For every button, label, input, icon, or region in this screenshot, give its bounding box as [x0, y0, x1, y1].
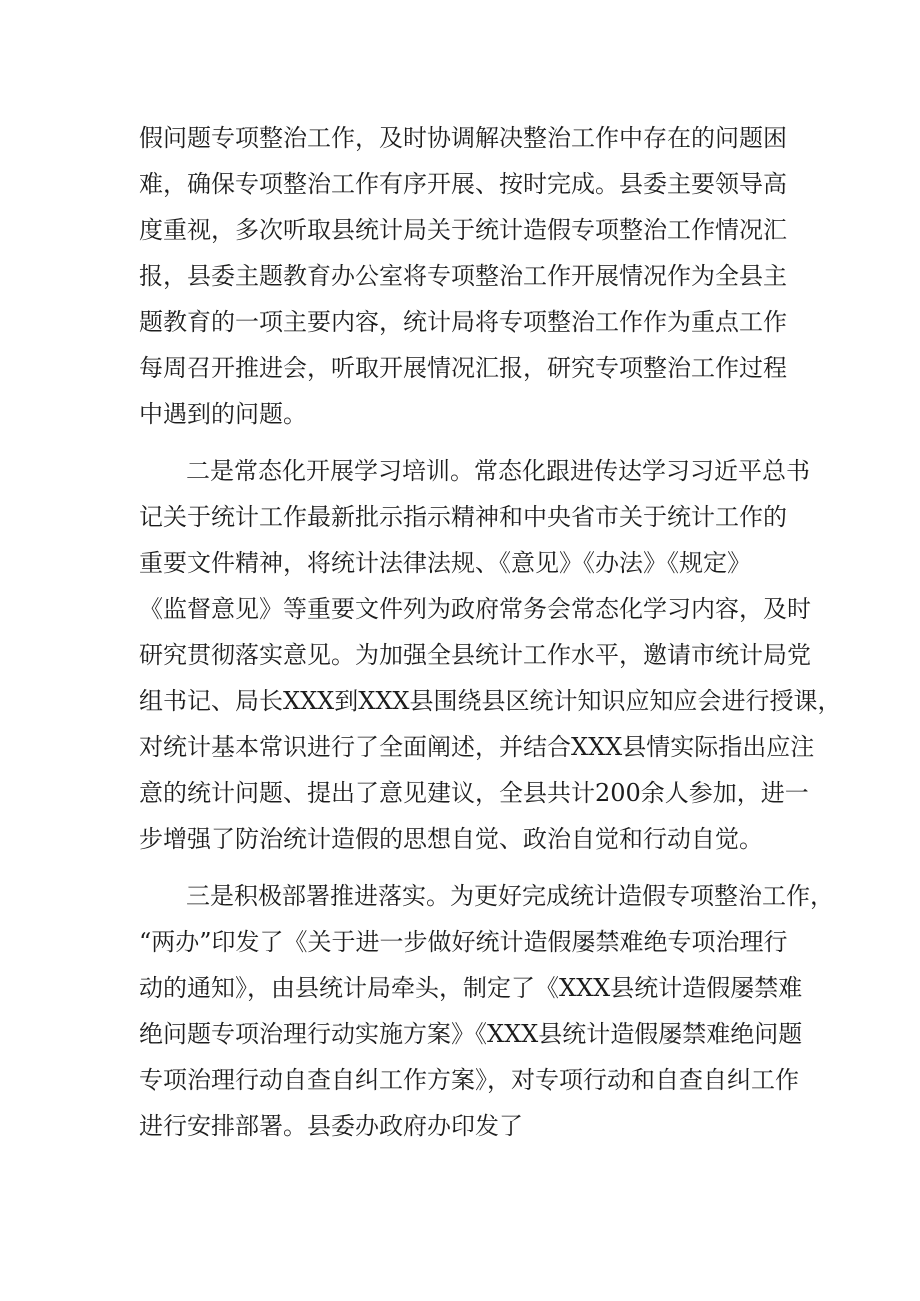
text-line-15: 意的统计问题、提出了意见建议，全县共计200余人参加，进一	[139, 779, 809, 807]
text-line-20: 绝问题专项治理行动实施方案》《XXX县统计造假屡禁难绝问题	[139, 1020, 803, 1048]
text-line-9: 记关于统计工作最新批示指示精神和中央省市关于统计工作的	[139, 503, 787, 531]
text-line-6: 每周召开推进会，听取开展情况汇报，研究专项整治工作过程	[139, 354, 787, 382]
text-line-22: 进行安排部署。县委办政府办印发了	[139, 1112, 523, 1140]
text-line-2: 难，确保专项整治工作有序开展、按时完成。县委主要领导高	[139, 170, 787, 198]
text-line-17: 三是积极部署推进落实。为更好完成统计造假专项整治工作，	[186, 882, 834, 910]
text-line-3: 度重视，多次听取县统计局关于统计造假专项整治工作情况汇	[139, 216, 787, 244]
text-line-11: 《监督意见》等重要文件列为政府常务会常态化学习内容，及时	[139, 595, 811, 623]
text-line-7: 中遇到的问题。	[139, 400, 307, 428]
text-line-5: 题教育的一项主要内容，统计局将专项整治工作作为重点工作	[139, 308, 787, 336]
text-line-18: “两办”印发了《关于进一步做好统计造假屡禁难绝专项治理行	[139, 928, 788, 956]
text-line-14: 对统计基本常识进行了全面阐述，并结合XXX县情实际指出应注	[139, 733, 815, 761]
text-line-10: 重要文件精神，将统计法律法规、《意见》《办法》《规定》	[139, 549, 751, 577]
text-line-16: 步增强了防治统计造假的思想自觉、政治自觉和行动自觉。	[139, 825, 763, 853]
text-line-21: 专项治理行动自查自纠工作方案》，对专项行动和自查自纠工作	[139, 1066, 799, 1094]
text-line-13: 组书记、局长XXX到XXX县围绕县区统计知识应知应会进行授课，	[139, 687, 842, 715]
text-line-4: 报，县委主题教育办公室将专项整治工作开展情况作为全县主	[139, 262, 787, 290]
text-line-19: 动的通知》，由县统计局牵头，制定了《XXX县统计造假屡禁难	[139, 974, 803, 1002]
text-line-12: 研究贯彻落实意见。为加强全县统计工作水平，邀请市统计局党	[139, 641, 811, 669]
text-line-1: 假问题专项整治工作，及时协调解决整治工作中存在的问题困	[139, 124, 787, 152]
text-line-8: 二是常态化开展学习培训。常态化跟进传达学习习近平总书	[186, 457, 810, 485]
